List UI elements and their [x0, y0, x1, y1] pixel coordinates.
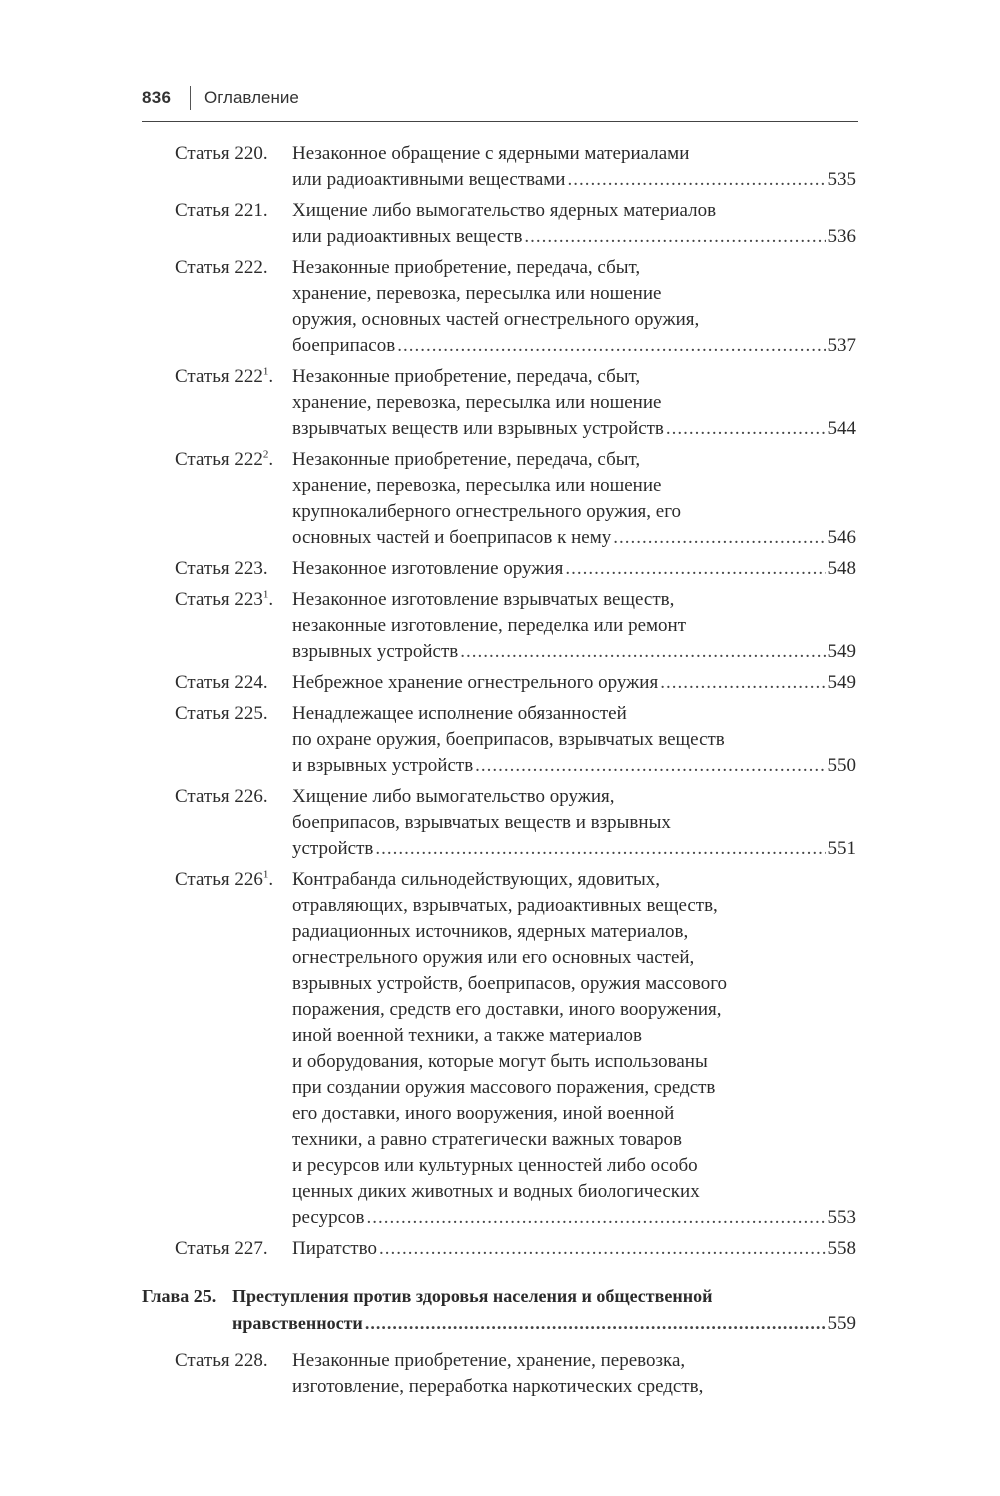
- label-text: Статья 223: [175, 589, 263, 610]
- title-line: Незаконные приобретение, хранение, перевозка,: [292, 1350, 686, 1371]
- title-line: [292, 224, 856, 250]
- dot-leader: [365, 1310, 826, 1337]
- toc-chapter-entry: [0, 1283, 1000, 1337]
- title-line: огнестрельного оружия или его основных частей,: [292, 947, 695, 968]
- label-text: Статья 226: [175, 869, 263, 890]
- title-line: Незаконные приобретение, передача, сбыт,: [292, 449, 641, 470]
- article-label: [175, 447, 273, 473]
- chapter-label: [142, 1283, 216, 1310]
- title-line: [292, 525, 856, 551]
- page-reference[interactable]: 536: [827, 226, 856, 247]
- title-line-text: взрывных устройств: [292, 641, 459, 662]
- title-line: [292, 1236, 856, 1262]
- entry-title: [292, 141, 856, 193]
- label-text: Статья 224.: [175, 672, 268, 693]
- section-title: Оглавление: [204, 88, 299, 107]
- title-line-text: и взрывных устройств: [292, 755, 474, 776]
- header-rule: [142, 121, 858, 122]
- label-superscript: 2: [262, 448, 269, 461]
- entry-title: [292, 670, 856, 696]
- page-reference[interactable]: 553: [827, 1207, 856, 1228]
- dot-leader: [397, 333, 825, 359]
- title-line: хранение, перевозка, пересылка или ношение: [292, 475, 662, 496]
- dot-leader: [666, 416, 826, 442]
- entry-title: [292, 587, 856, 665]
- dot-leader: [475, 753, 825, 779]
- article-label: [175, 1348, 268, 1374]
- toc-article-entry: [0, 447, 1000, 551]
- title-line: [292, 836, 856, 862]
- toc-article-entry: [0, 867, 1000, 1231]
- label-suffix: .: [268, 449, 274, 470]
- title-line-text: нравственности: [232, 1313, 363, 1333]
- page-reference[interactable]: 558: [827, 1238, 856, 1259]
- label-text: Глава 25.: [142, 1286, 217, 1306]
- toc-article-entry: [0, 364, 1000, 442]
- dot-leader: [375, 836, 825, 862]
- page-reference[interactable]: 548: [827, 558, 856, 579]
- dot-leader: [567, 167, 825, 193]
- title-line-text: или радиоактивных веществ: [292, 226, 523, 247]
- entry-title: [292, 784, 856, 862]
- label-suffix: .: [268, 869, 274, 890]
- page-reference[interactable]: 535: [827, 169, 856, 190]
- page-reference[interactable]: 546: [827, 527, 856, 548]
- label-superscript: 1: [262, 365, 269, 378]
- toc-article-entry: [0, 1348, 1000, 1400]
- table-of-contents: [0, 141, 1000, 1405]
- page-reference[interactable]: 550: [827, 755, 856, 776]
- title-line-text: Незаконное изготовление оружия: [292, 558, 564, 579]
- title-line: [292, 556, 856, 582]
- title-line: хранение, перевозка, пересылка или ношение: [292, 283, 662, 304]
- title-line-text: устройств: [292, 838, 374, 859]
- title-line: его доставки, иного вооружения, иной военной: [292, 1103, 675, 1124]
- page-reference[interactable]: 559: [827, 1313, 856, 1334]
- title-line-text: Небрежное хранение огнестрельного оружия: [292, 672, 659, 693]
- title-line: [292, 639, 856, 665]
- title-line: ценных диких животных и водных биологических: [292, 1181, 700, 1202]
- title-line: крупнокалиберного огнестрельного оружия, его: [292, 501, 682, 522]
- title-line-text: Пиратство: [292, 1238, 377, 1259]
- toc-article-entry: [0, 701, 1000, 779]
- dot-leader: [524, 224, 825, 250]
- title-line: Незаконные приобретение, передача, сбыт,: [292, 257, 641, 278]
- page-reference[interactable]: 549: [827, 641, 856, 662]
- title-line-text: основных частей и боеприпасов к нему: [292, 527, 612, 548]
- label-text: Статья 223.: [175, 558, 268, 579]
- title-line: поражения, средств его доставки, иного вооружения,: [292, 999, 722, 1020]
- header-separator: [190, 86, 191, 110]
- title-line: [232, 1310, 856, 1337]
- entry-title: [292, 255, 856, 359]
- entry-title: [292, 1236, 856, 1262]
- article-label: [175, 255, 268, 281]
- article-label: [175, 141, 268, 167]
- title-line: Контрабанда сильнодействующих, ядовитых,: [292, 869, 661, 890]
- dot-leader: [660, 670, 825, 696]
- title-line: при создании оружия массового поражения, средств: [292, 1077, 716, 1098]
- label-text: Статья 222: [175, 366, 263, 387]
- title-line: изготовление, переработка наркотических средств,: [292, 1376, 704, 1397]
- title-line: техники, а равно стратегически важных товаров: [292, 1129, 683, 1150]
- title-line-text: боеприпасов: [292, 335, 396, 356]
- title-line: Преступления против здоровья населения и общественной: [232, 1286, 713, 1306]
- title-line: по охране оружия, боеприпасов, взрывчатых веществ: [292, 729, 725, 750]
- article-label: [175, 784, 268, 810]
- page-reference[interactable]: 537: [827, 335, 856, 356]
- title-line-text: ресурсов: [292, 1207, 365, 1228]
- title-line: [292, 1205, 856, 1231]
- title-line: [292, 167, 856, 193]
- toc-article-entry: [0, 255, 1000, 359]
- toc-article-entry: [0, 784, 1000, 862]
- article-label: [175, 587, 273, 613]
- entry-title: [292, 556, 856, 582]
- page-reference[interactable]: 549: [827, 672, 856, 693]
- article-label: [175, 198, 268, 224]
- title-line: Незаконные приобретение, передача, сбыт,: [292, 366, 641, 387]
- title-line: взрывных устройств, боеприпасов, оружия массового: [292, 973, 728, 994]
- title-line: незаконные изготовление, переделка или ремонт: [292, 615, 687, 636]
- title-line: отравляющих, взрывчатых, радиоактивных веществ,: [292, 895, 718, 916]
- toc-article-entry: [0, 141, 1000, 193]
- dot-leader: [367, 1205, 826, 1231]
- entry-title: [292, 198, 856, 250]
- label-superscript: 1: [262, 868, 269, 881]
- title-line: и оборудования, которые могут быть использованы: [292, 1051, 708, 1072]
- entry-title: [292, 867, 856, 1231]
- title-line-text: или радиоактивными веществами: [292, 169, 566, 190]
- label-text: Статья 227.: [175, 1238, 268, 1259]
- article-label: [175, 670, 268, 696]
- label-suffix: .: [268, 366, 274, 387]
- title-line: оружия, основных частей огнестрельного оружия,: [292, 309, 700, 330]
- title-line: Ненадлежащее исполнение обязанностей: [292, 703, 627, 724]
- title-line: [292, 416, 856, 442]
- page-reference[interactable]: 544: [827, 418, 856, 439]
- title-line: боеприпасов, взрывчатых веществ и взрывных: [292, 812, 671, 833]
- entry-title: [232, 1283, 856, 1337]
- dot-leader: [613, 525, 825, 551]
- label-text: Статья 222: [175, 449, 263, 470]
- title-line-text: взрывчатых веществ или взрывных устройств: [292, 418, 664, 439]
- entry-title: [292, 447, 856, 551]
- dot-leader: [460, 639, 825, 665]
- label-text: Статья 222.: [175, 257, 268, 278]
- toc-article-entry: [0, 198, 1000, 250]
- dot-leader: [565, 556, 825, 582]
- article-label: [175, 556, 268, 582]
- toc-article-entry: [0, 556, 1000, 582]
- toc-article-entry: [0, 670, 1000, 696]
- label-suffix: .: [268, 589, 274, 610]
- toc-article-entry: [0, 1236, 1000, 1262]
- label-text: Статья 221.: [175, 200, 268, 221]
- title-line: иной военной техники, а также материалов: [292, 1025, 642, 1046]
- article-label: [175, 1236, 268, 1262]
- title-line: [292, 670, 856, 696]
- title-line: и ресурсов или культурных ценностей либо особо: [292, 1155, 698, 1176]
- label-text: Статья 228.: [175, 1350, 268, 1371]
- running-header: [142, 86, 858, 122]
- article-label: [175, 867, 273, 893]
- toc-article-entry: [0, 587, 1000, 665]
- label-text: Статья 226.: [175, 786, 268, 807]
- page-reference[interactable]: 551: [827, 838, 856, 859]
- title-line: [292, 753, 856, 779]
- title-line: радиационных источников, ядерных материалов,: [292, 921, 689, 942]
- label-superscript: 1: [262, 588, 269, 601]
- entry-title: [292, 701, 856, 779]
- title-line: [292, 333, 856, 359]
- article-label: [175, 364, 273, 390]
- title-line: Незаконное изготовление взрывчатых веществ,: [292, 589, 675, 610]
- entry-title: [292, 1348, 856, 1400]
- dot-leader: [379, 1236, 826, 1262]
- label-text: Статья 225.: [175, 703, 268, 724]
- entry-title: [292, 364, 856, 442]
- title-line: хранение, перевозка, пересылка или ношение: [292, 392, 662, 413]
- article-label: [175, 701, 268, 727]
- label-text: Статья 220.: [175, 143, 268, 164]
- title-line: Хищение либо вымогательство оружия,: [292, 786, 615, 807]
- page-number: 836: [142, 88, 172, 107]
- title-line: Хищение либо вымогательство ядерных материалов: [292, 200, 717, 221]
- title-line: Незаконное обращение с ядерными материалами: [292, 143, 690, 164]
